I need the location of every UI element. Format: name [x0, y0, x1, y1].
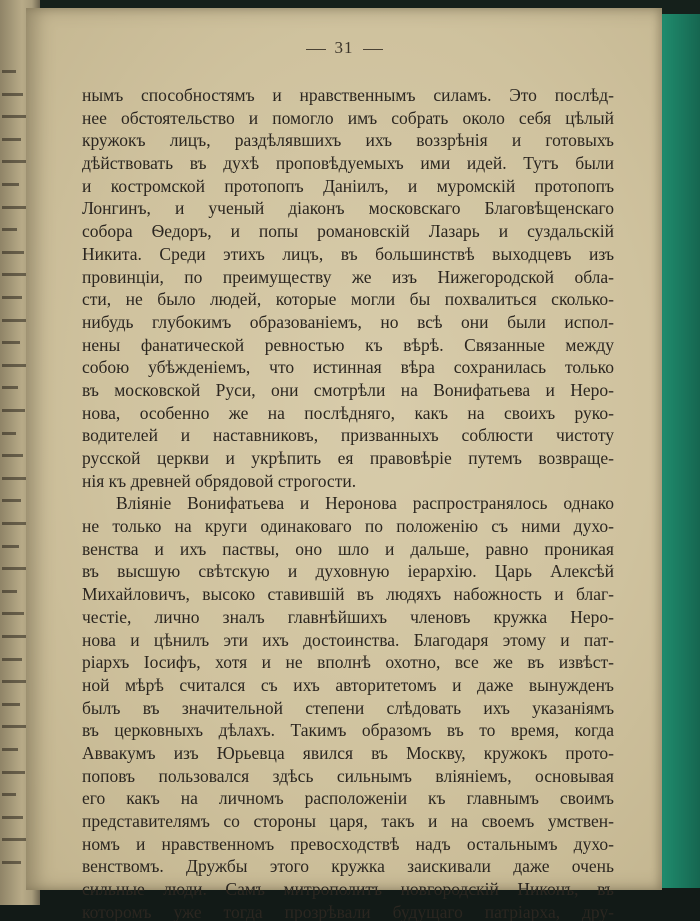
text-line: въ церковныхъ дѣлахъ. Такимъ образомъ въ то время, когда — [82, 720, 614, 741]
facing-page-text-fragment — [2, 725, 27, 728]
facing-page-text-fragment — [2, 522, 28, 525]
text-line: номъ и нравственномъ превосходствѣ надъ остальнымъ духо- — [82, 833, 614, 854]
text-line: представителямъ со стороны царя, такъ и на своемъ умствен- — [82, 811, 614, 831]
facing-page-text-fragment — [2, 386, 18, 389]
facing-page-text-fragment — [2, 861, 21, 864]
text-line: венства и ихъ паствы, оно шло и дальше, равно проникая — [82, 538, 614, 559]
text-line: собора Ѳедоръ, и попы романовскiй Лазарь и суздальскiй — [82, 221, 614, 242]
text-line: Аввакумъ изъ Юрьевца явился въ Москву, кружокъ прото- — [82, 742, 614, 763]
facing-page-text-fragment — [2, 793, 16, 796]
text-line: провинцiи, по преимуществу же изъ Нижегородской обла- — [82, 266, 614, 287]
text-line: сти, не было людей, которые могли бы похвалиться сколько- — [82, 289, 614, 310]
text-line: Михайловичъ, высоко ставившiй въ людяхъ набожность и благ- — [82, 584, 614, 605]
text-line: венствомъ. Дружбы этого кружка заискивали даже очень — [82, 856, 614, 877]
facing-page-text-fragment — [2, 341, 20, 344]
text-line: ной мѣрѣ считался съ ихъ авторитетомъ и даже вынужденъ — [82, 674, 614, 695]
body-text — [82, 84, 614, 921]
facing-page-text-fragment — [2, 364, 27, 367]
text-line: нiя къ древней обрядовой строгости. — [82, 470, 357, 491]
text-line: Влiянiе Вонифатьева и Неронова распространялось однако — [116, 493, 614, 514]
facing-page-text-fragment — [2, 160, 28, 163]
text-line: нибудь глубокимъ образованiемъ, но всѣ они были испол- — [82, 311, 614, 332]
text-line: нова и цѣнилъ эти ихъ достоинства. Благодаря этому и пат- — [82, 629, 614, 650]
text-line: нова, особенно же на послѣдняго, какъ на своихъ руко- — [82, 402, 614, 423]
text-line: и костромской протопопъ Данiилъ, и муромскiй протопопъ — [82, 175, 614, 196]
facing-page-text-fragment — [2, 432, 16, 435]
facing-page-text-fragment — [2, 228, 17, 231]
page-number-value: 31 — [334, 38, 354, 57]
text-line: собою убѣжденiемъ, что истинная вѣра сохранилась только — [82, 357, 614, 378]
facing-page-text-fragment — [2, 319, 29, 322]
book-page — [26, 8, 662, 921]
facing-page-text-fragment — [2, 454, 23, 457]
facing-page-text-fragment — [2, 409, 25, 412]
page-number — [26, 38, 662, 58]
text-line: которомъ уже тогда прозрѣвали будущаго патрiарха, дру- — [82, 901, 614, 921]
facing-page-text-fragment — [2, 612, 24, 615]
text-line: Лонгинъ, и ученый дiаконъ московскаго Благовѣщенскаго — [82, 198, 614, 219]
text-line: въ московской Руси, они смотрѣли на Вонифатьева и Неро- — [82, 379, 614, 400]
page-number-dash-left — [306, 49, 326, 50]
facing-page-text-fragment — [2, 296, 22, 299]
facing-page-text-fragment — [2, 703, 20, 706]
text-line: его какъ на личномъ расположенiи къ главнымъ своимъ — [82, 788, 614, 809]
text-line: дѣйствовать въ духѣ проповѣдуемыхъ ими идей. Тутъ были — [82, 153, 614, 174]
facing-page-text-fragment — [2, 138, 21, 141]
text-line: рiархъ Iосифъ, хотя и не вполнѣ охотно, все же въ извѣст- — [82, 652, 614, 673]
facing-page-text-fragment — [2, 545, 19, 548]
text-line: нымъ способностямъ и нравственнымъ силамъ. Это послѣд- — [82, 85, 614, 105]
facing-page-text-fragment — [2, 93, 23, 96]
facing-page-text-fragment — [2, 771, 25, 774]
text-line: кружокъ лицъ, раздѣлявшихъ ихъ воззрѣнія и готовыхъ — [82, 130, 614, 151]
text-line: честiе, лично зналъ главнѣйшихъ членовъ кружка Неро- — [82, 606, 614, 627]
facing-page-text-fragment — [2, 183, 19, 186]
text-line: былъ въ значительной степени слѣдовать ихъ указанiямъ — [82, 697, 614, 718]
facing-page-text-fragment — [2, 658, 22, 661]
text-line: поповъ пользовался здѣсь сильнымъ влiянiемъ, основывая — [82, 765, 614, 786]
text-line: не только на круги одинаковаго по положенiю съ ними духо- — [82, 516, 614, 537]
text-line: въ высшую свѣтскую и духовную iерархiю. Царь Алексѣй — [82, 561, 614, 582]
facing-page-text-fragment — [2, 680, 29, 683]
text-line: нее обстоятельство и помогло имъ собрать около себя цѣлый — [82, 107, 614, 128]
facing-page-text-fragment — [2, 590, 17, 593]
text-line: сильные люди. Самъ митрополитъ новгородскiй Никонъ, въ — [82, 879, 614, 900]
facing-page-text-fragment — [2, 499, 21, 502]
facing-page-text-fragment — [2, 748, 18, 751]
page-number-dash-right — [363, 49, 383, 50]
text-line: нены фанатической ревностью къ вѣрѣ. Связанные между — [82, 334, 614, 355]
text-line: Никита. Среди этихъ лицъ, въ большинствѣ выходцевъ изъ — [82, 243, 614, 264]
facing-page-text-fragment — [2, 567, 26, 570]
facing-page-text-fragment — [2, 251, 24, 254]
facing-page-text-fragment — [2, 70, 16, 73]
facing-page-text-fragment — [2, 206, 26, 209]
facing-page-text-fragment — [2, 816, 23, 819]
text-line: водителей и наставниковъ, призванныхъ соблюсти чистоту — [82, 425, 614, 446]
text-line: русской церкви и укрѣпить ея правовѣрiе путемъ возвраще- — [82, 448, 614, 468]
